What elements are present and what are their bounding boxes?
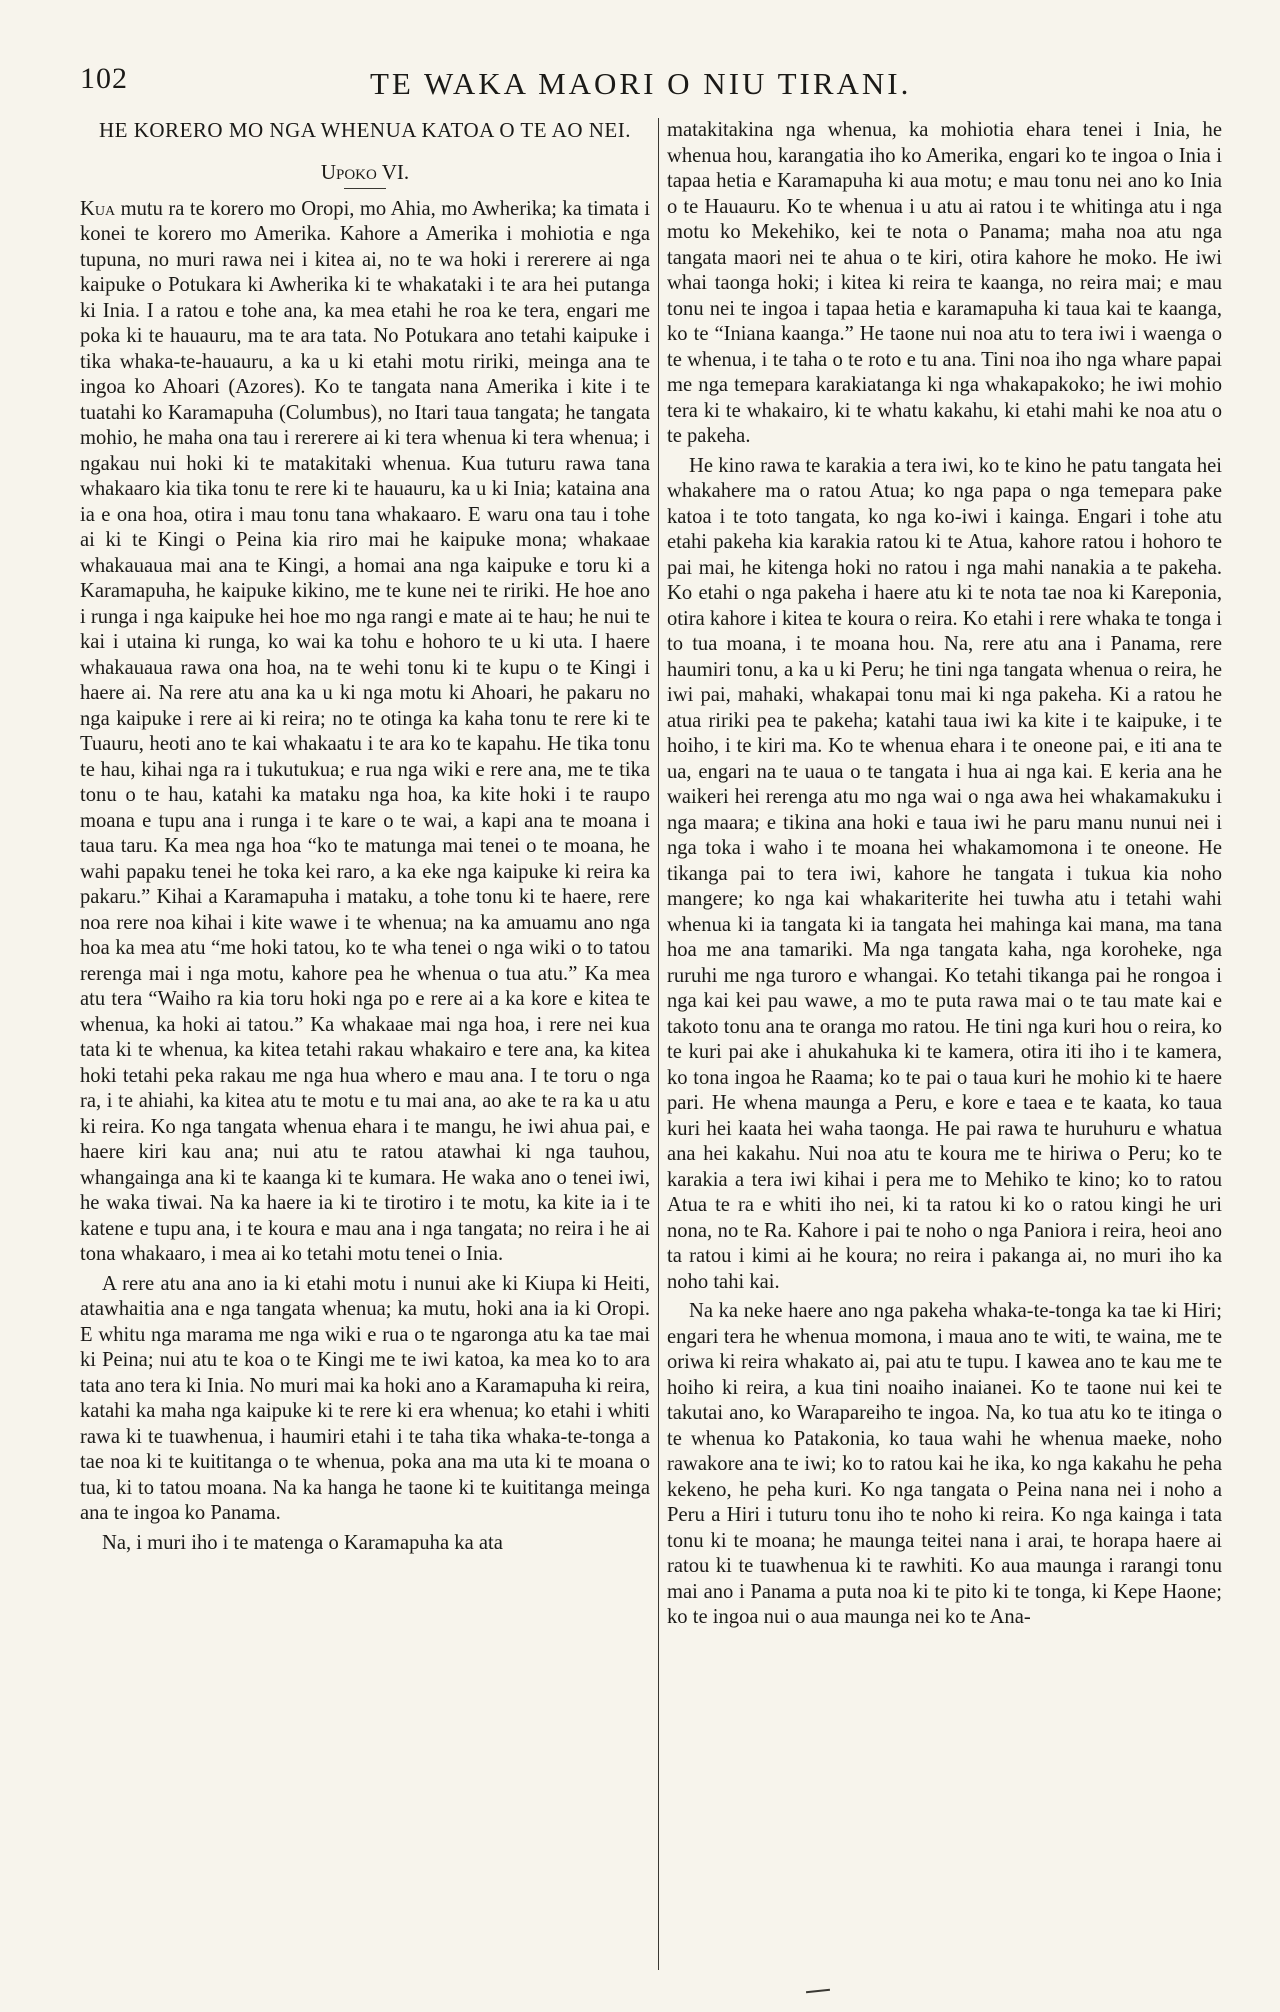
lead-word: Kua — [80, 197, 116, 220]
print-mark — [806, 1989, 830, 1993]
paragraph — [80, 197, 650, 1268]
paragraph: matakitakina nga whenua, ka mohiotia ehara tenei i Inia, he whenua hou, karangatia iho ko Amerika, engari ko te ingoa o Inia i tapaa hetia e Karamapuha ki aua motu; e mau tonu nei ano ko Inia o te Hauauru. Ko te whenua i u atu ai ratou i te whitinga atu i nga motu ko Mekehiko, kei te nota o Panama; maha noa atu nga tangata maori nei te ahua o te kiri, otira kahore he moko. He iwi whai taonga hoki; i kitea ki reira te kaanga, no reira mai; e mau tonu nei te ingoa i tapaa hetia e karamapuha ki taua kai te kaanga, ko te “Iniana kaanga.” He taone nui noa atu to tera iwi i waenga o te whenua, i te taha o te roto e tu ana. Tini noa iho nga whare papai me nga temepara karakiatanga ki nga whakapakoko; he iwi mohio tera ki te whakairo, ki te whatu kakahu, ki etahi mahi ke noa atu o te pakeha. — [667, 119, 1222, 447]
paragraph: Na ka neke haere ano nga pakeha whaka-te-tonga ka tae ki Hiri; engari tera he whenua momona, i maua ano te witi, te waina, me te oriwa ki reira whakato ai, pai atu te tupu. I kawea ano te kau me te hoiho ki reira, a kua tini noaiho inaianei. Ko te taone nui kei te takutai ano, ko Warapareiho te ingoa. Na, ko tua atu ko te itinga o te whenua ko Patakonia, ko taua wahi he whenua maeke, noho rawakore ana te iwi; ko to ratou kai he ika, ko nga kakahu he peha kekeno, he peha kuri. Ko nga tangata o Peina nana nei i noho a Peru a Hiri i tuturu tonu iho te noho ki reira. Ko nga kainga i tata tonu ki te moana; he maunga teitei nana i arai, te horapa haere ai ratou ki te tuawhenua ki te rawhiti. Ko aua maunga i rarangi tonu mai ano i Panama a puta noa ki te pito ki te tonga, ki Kepe Haone; ko te ingoa nui o aua maunga nei ko te Ana- — [667, 1300, 1222, 1628]
page-number: 102 — [80, 62, 128, 95]
paragraph: A rere atu ana ano ia ki etahi motu i nunui ake ki Kiupa ki Heiti, atawhaitia ana e nga tangata whenua; ka mutu, hoki ana ia ki Oropi. E whitu nga marama me nga wiki e rua o te ngaronga atu ka tae mai ki Peina; nui atu te koa o te Kingi me te iwi katoa, ka mea ko to ara tata ano tera ki Inia. No muri mai ka hoki ano a Karamapuha ki reira, katahi ka maha nga kaipuke ki te rere ki era whenua; ko etahi i whiti rawa ki te tuawhenua, i haumiri etahi i te taha tika whaka-te-tonga a tae noa ki te kuititanga o te whenua, poka ana ma uta ki te moana o tua, ki to tatou moana. Na ka hanga he taone ki te kuititanga meinga ana te ingoa ko Panama. — [80, 1272, 650, 1524]
paragraph-text: mutu ra te korero mo Oropi, mo Ahia, mo Awherika; ka timata i konei te korero mo Amerika. Kahore a Amerika i mohiotia e nga tupuna, no muri rawa nei i kitea ai, no te wa hoki i rererere ai nga kaipuke o Potukara ki Awherika ki te whakataki i te ara hei putanga ki Inia. I a ratou e tohe ana, ka mea etahi he roa ke tera, engari me poka ki te hauauru, ma te ara tata. No Potukara ano tetahi kaipuke i tika whaka-te-hauauru, a ka u ki etahi motu ririki, meinga ana te ingoa ko Ahoari (Azores). Ko te tangata nana Amerika i kite i te tuatahi ko Karamapuha (Columbus), no Itari taua tangata; he tangata mohio, he maha ona tau i rererere ai ki tera whenua ki tera whenua; i ngakau nui hoki ki te matakitaki whenua. Kua tuturu rawa tana whakaaro kia tika tonu te rere ki te hauauru, ka u ki Inia; kataina ana ia e ona hoa, otira i mau tonu tana whakaaro. E waru ona tau i tohe ai ki te Kingi o Peina kia riro mai he kaipuke mona; whakaae whakauaua mai ana te Kingi, a homai ana nga kaipuke e toru ki a Karamapuha, he kaipuke kikino, me te kune nei te ririki. He hoe ano i runga i nga kaipuke hei hoe mo nga rangi e mate ai te hau; he nui te kai i utaina ki runga, ko wai ka tohu e hohoro te u ki uta. I haere whakauaua rawa ona hoa, na te wehi tonu ki te kupu o te Kingi i haere ai. Na rere atu ana ka u ki nga motu ki Ahoari, he pakaru no nga kaipuke i rere ai ki reira; no te otinga ka kaha tonu te rere ki te Tuauru, heoti ano te kai whakaatu i te ara ko te kapahu. He tika tonu te hau, kihai nga ra i tukutukua; e rua nga wiki e rere ana, me te tika tonu o te hau, katahi ka mataku nga hoa, ka kite hoki i te raupo moana e tupu ana i runga i te kare o te wai, a kapi ana te moana i taua taru. Ka mea nga hoa “ko te matunga mai tenei o te moana, he wahi papaku tenei he toka kei raro, a ka eke nga kaipuke ki reira ka pakaru.” Kihai a Karamapuha i mataku, a tohe tonu ki te haere, rere noa rere noa kihai i kite wawe i te whenua; na ka amuamu ano nga hoa ka mea atu “me hoki tatou, ko te wha tenei o nga wiki o to tatou rerenga mai i nga motu, kahore pea he whenua o tua atu.” Ka mea atu tera “Waiho ra kia toru hoki nga po e rere ai a ka kore e kitea te whenua, ka hoki ai tatou.” Ka whakaae mai nga hoa, i rere nei kua tata ki te whenua, ka kitea tetahi rakau whakairo e tere ana, ka kitea hoki tetahi peka rakau me nga hua whero e mau ana. I te toru o nga ra, i te ahiahi, ka kitea atu te motu e tu mai ana, ao ake te ra ka u atu ki reira. Ko nga tangata whenua ehara i te mangu, he iwi ahua pai, e haere kiri kau ana; nui atu te ratou atawhai ki nga tauhou, whangainga ana ki te kaanga ki te kumara. He waka ano o tenei iwi, he waka tiwai. Na ka haere ia ki te tirotiro i te motu, ka kite ia i te katene e tupu ana, i te koura e mau ana i nga tangata; no reira i he ai tona whakaaro, i mea ai ko tetahi motu tenei o Inia. — [80, 197, 650, 1265]
left-column — [80, 118, 650, 1560]
right-column — [667, 118, 1222, 1635]
article-heading: HE KORERO MO NGA WHENUA KATOA O TE AO NEI. — [98, 118, 631, 142]
column-divider — [658, 118, 659, 1970]
paragraph: Na, i muri iho i te matenga o Karamapuha ka ata — [102, 1531, 503, 1554]
publication-title: TE WAKA MAORI O NIU TIRANI. — [370, 66, 912, 101]
paragraph: He kino rawa te karakia a tera iwi, ko te kino he patu tangata hei whakahere ma o ratou Atua; ko nga papa o nga temepara pake katoa i te toto tangata, ko nga ko-iwi i kainga. Engari i tohe atu etahi pakeha kia karakia ratou ki te Atua, kahore ratou i hohoro te pai mai, he kitenga hoki no ratou i nga mahi nanakia a te pakeha. Ko etahi o nga pakeha i haere atu ki te nota tae noa ki Kareponia, otira kahore i kitea te koura o reira. Ko etahi i rere whaka te tonga i to tua moana, i te moana hou. Na, rere atu ana i Panama, rere haumiri tonu, a ka u ki Peru; he tini nga tangata whenua o reira, he iwi pai, mahaki, whakapai tonu mai ki nga pakeha. Ki a ratou he atua ririki pea te pakeha; katahi taua iwi ka kite i te kaipuke, i te hoiho, i te kiri ma. Ko te whenua ehara i te oneone pai, e iti ana te ua, engari na te uaua o te tangata i hua ai nga kai. E keria ana he waikeri hei rerenga atu mo nga wai o nga awa hei whakamakuku i nga maara; e tikina ana hoki e taua iwi he paru manu nunui nei i nga toka i waho i te moana hei whakamomona i te oneone. He tikanga pai to tera iwi, kahore he tangata i tukua kia noho mangere; ko nga kai whakariterite hei tuwha atu i tetahi wahi whenua ki ia tangata ki ia tangata hei mahinga kai mana, ma tana hoa me ana tamariki. Ma nga tangata kaha, nga koroheke, nga ruruhi me nga turoro e whangai. Ko tetahi tikanga pai he rongoa i nga kai kei pau wawe, a mo te puta rawa mai o te tau mate kai e takoto tonu ana te oranga mo ratou. He tini nga kuri hou o reira, ko te kuri pai ake i ahukahuka ki te kamera, otira iti iho i te kamera, ko tona ingoa he Raama; ko te pai o taua kuri he mohio ki te haere pari. He whena maunga a Peru, e kore e taea e te kaata, ko taua kuri hei kaata hei waha taonga. He pai rawa te huruhuru e whatua ana hei kakahu. Nui noa atu te koura me te hiriwa o Peru; ko te karakia a tera iwi kihai i pera me to Mehiko te kino; ko to ratou Atua te ra e whiti iho nei, ki ta ratou ki ko o ratou kingi he uri nona, no te Ra. Kahore i pai te noho o nga Paniora i reira, heoi ano ta ratou i kimi ai he koura; no reira i pakanga ai, no muri iho ka noho tahi kai. — [667, 454, 1222, 1293]
chapter-label: Upoko VI. — [320, 160, 410, 184]
running-head — [80, 60, 1210, 110]
chapter-rule — [344, 188, 386, 189]
